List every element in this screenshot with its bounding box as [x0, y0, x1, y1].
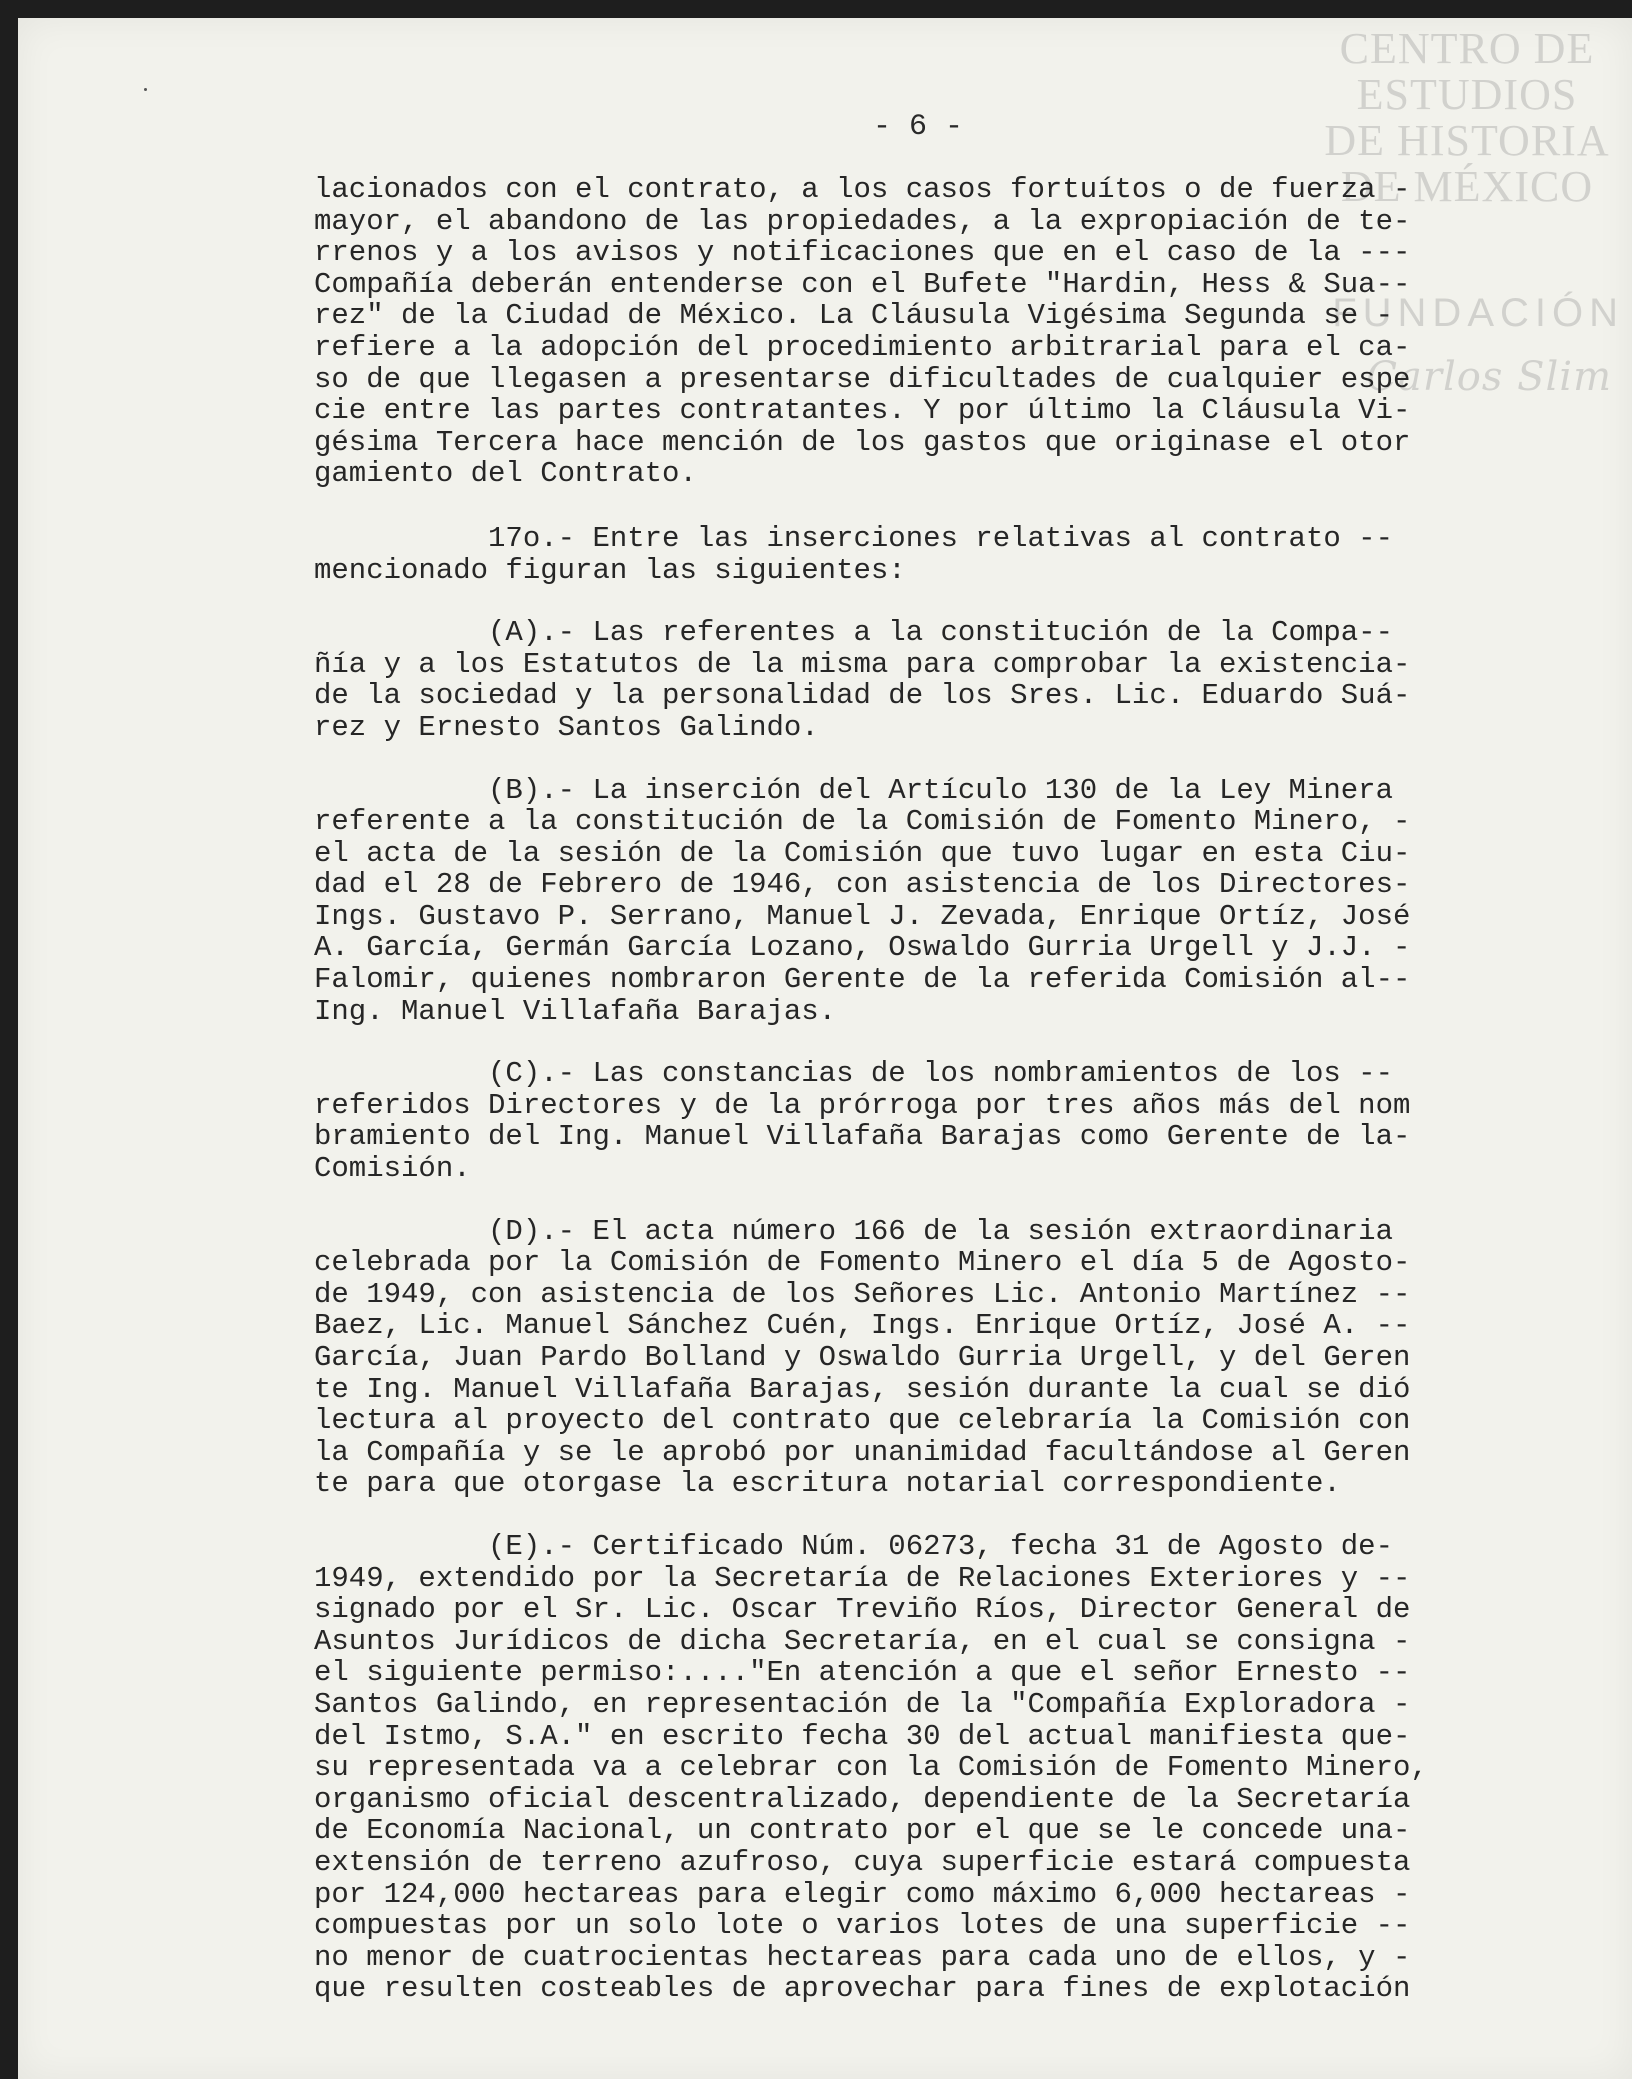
watermark-signature: Carlos Slim [1366, 354, 1612, 400]
text-line: Compañía deberán entenderse con el Bufete "Hardin, Hess & Sua-- [314, 267, 1411, 301]
text-line: refiere a la adopción del procedimiento arbitrarial para el ca- [314, 330, 1411, 364]
document-paragraph [314, 523, 1559, 586]
text-line: cie entre las partes contratantes. Y por último la Cláusula Vi- [314, 394, 1411, 428]
text-line: Ing. Manuel Villafaña Barajas. [314, 994, 837, 1028]
text-line: (A).- Las referentes a la constitución de la Compa-- [314, 616, 1393, 650]
text-line: Baez, Lic. Manuel Sánchez Cuén, Ings. Enrique Ortíz, José A. -- [314, 1309, 1411, 1343]
text-line: rez y Ernesto Santos Galindo. [314, 710, 819, 744]
document-paragraph [314, 1531, 1559, 2005]
text-line: no menor de cuatrocientas hectareas para cada uno de ellos, y - [314, 1940, 1411, 1974]
text-line: Ings. Gustavo P. Serrano, Manuel J. Zevada, Enrique Ortíz, José [314, 899, 1411, 933]
text-line: de la sociedad y la personalidad de los Sres. Lic. Eduardo Suá- [314, 679, 1411, 713]
document-paragraph [314, 1216, 1559, 1500]
text-line: (E).- Certificado Núm. 06273, fecha 31 de Agosto de- [314, 1529, 1393, 1563]
text-line: Santos Galindo, en representación de la "Compañía Exploradora - [314, 1687, 1411, 1721]
paper-speck [144, 88, 147, 91]
text-line: lectura al proyecto del contrato que celebraría la Comisión con [314, 1404, 1411, 1438]
document-paragraph [314, 174, 1559, 490]
text-line: del Istmo, S.A." en escrito fecha 30 del actual manifiesta que- [314, 1719, 1411, 1753]
document-body [314, 174, 1559, 2036]
watermark-foundation: FUNDACIÓN [1332, 291, 1624, 335]
text-line: lacionados con el contrato, a los casos fortuítos o de fuerza - [314, 173, 1411, 206]
text-line: de 1949, con asistencia de los Señores Lic. Antonio Martínez -- [314, 1277, 1411, 1311]
text-line: Asuntos Jurídicos de dicha Secretaría, en el cual se consigna - [314, 1624, 1411, 1658]
text-line: so de que llegasen a presentarse dificultades de cualquier espe [314, 362, 1411, 396]
text-line: te para que otorgase la escritura notarial correspondiente. [314, 1467, 1341, 1501]
document-page [18, 18, 1632, 2079]
text-line: García, Juan Pardo Bolland y Oswaldo Gurria Urgell, y del Geren [314, 1341, 1411, 1374]
text-line: (C).- Las constancias de los nombramientos de los -- [314, 1057, 1393, 1091]
text-line: rez" de la Ciudad de México. La Cláusula Vigésima Segunda se - [314, 299, 1393, 333]
text-line: ñía y a los Estatutos de la misma para comprobar la existencia- [314, 647, 1411, 681]
text-line: organismo oficial descentralizado, dependiente de la Secretaría [314, 1782, 1411, 1816]
text-line: te Ing. Manuel Villafaña Barajas, sesión durante la cual se dió [314, 1372, 1411, 1406]
text-line: la Compañía y se le aprobó por unanimidad facultándose al Geren [314, 1435, 1411, 1469]
text-line: que resulten costeables de aprovechar para fines de explotación [314, 1972, 1411, 2006]
text-line: mencionado figuran las siguientes: [314, 553, 906, 587]
text-line: Falomir, quienes nombraron Gerente de la referida Comisión al-- [314, 963, 1411, 997]
text-line: por 124,000 hectareas para elegir como máximo 6,000 hectareas - [314, 1877, 1411, 1911]
watermark-line: DE HISTORIA [1324, 116, 1610, 165]
text-line: Comisión. [314, 1152, 471, 1186]
text-line: compuestas por un solo lote o varios lotes de una superficie -- [314, 1909, 1411, 1943]
text-line: (B).- La inserción del Artículo 130 de la Ley Minera [314, 773, 1393, 807]
text-line: 17o.- Entre las inserciones relativas al contrato -- [314, 521, 1393, 555]
text-line: 1949, extendido por la Secretaría de Relaciones Exteriores y -- [314, 1561, 1411, 1595]
text-line: el siguiente permiso:...."En atención a que el señor Ernesto -- [314, 1656, 1411, 1690]
text-line: celebrada por la Comisión de Fomento Minero el día 5 de Agosto- [314, 1246, 1411, 1280]
text-line: referidos Directores y de la prórroga por tres años más del nom [314, 1088, 1411, 1122]
text-line: mayor, el abandono de las propiedades, a la expropiación de te- [314, 204, 1411, 238]
watermark-line: ESTUDIOS [1356, 70, 1578, 119]
document-paragraph [314, 775, 1559, 1028]
watermark-line: DE MÉXICO [1340, 162, 1594, 211]
text-line: (D).- El acta número 166 de la sesión extraordinaria [314, 1214, 1393, 1248]
text-line: rrenos y a los avisos y notificaciones que en el caso de la --- [314, 236, 1411, 270]
text-line: el acta de la sesión de la Comisión que tuvo lugar en esta Ciu- [314, 836, 1411, 870]
text-line: bramiento del Ing. Manuel Villafaña Barajas como Gerente de la- [314, 1120, 1411, 1154]
text-line: extensión de terreno azufroso, cuya superficie estará compuesta [314, 1845, 1411, 1879]
page-number: - 6 - [873, 110, 964, 144]
text-line: referente a la constitución de la Comisión de Fomento Minero, - [314, 805, 1411, 839]
text-line: de Economía Nacional, un contrato por el que se le concede una- [314, 1814, 1411, 1848]
document-paragraph [314, 1058, 1559, 1184]
text-line: su representada va a celebrar con la Comisión de Fomento Minero, [314, 1751, 1428, 1785]
text-line: signado por el Sr. Lic. Oscar Treviño Ríos, Director General de [314, 1593, 1411, 1627]
text-line: gamiento del Contrato. [314, 457, 697, 491]
text-line: A. García, Germán García Lozano, Oswaldo Gurria Urgell y J.J. - [314, 931, 1411, 965]
document-paragraph [314, 617, 1559, 743]
text-line: dad el 28 de Febrero de 1946, con asistencia de los Directores- [314, 868, 1411, 902]
watermark-line: CENTRO DE [1339, 24, 1595, 73]
text-line: gésima Tercera hace mención de los gastos que originase el otor [314, 425, 1411, 459]
